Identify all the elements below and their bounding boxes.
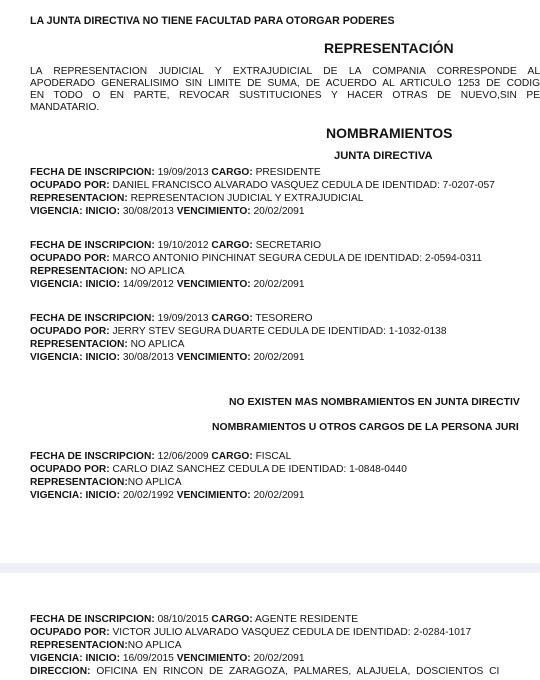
representacion-line [30,339,540,351]
ocupado-label: OCUPADO POR: [30,253,110,264]
direccion-value: OFICINA EN RINCON DE ZARAGOZA, PALMARES, ALAJUELA, DOSCIENTOS CI [96,666,500,677]
fecha-line [30,451,540,463]
ocupado-line [30,326,540,338]
cargo-label: CARGO: [211,167,253,178]
representacion-line: EN TODO O EN PARTE, REVOCAR SUSTITUCIONES Y HACER OTRAS DE NUEVO,SIN PE [30,90,540,101]
cargo-value: FISCAL [255,451,292,462]
representacion-label: REPRESENTACIÓN: [30,477,128,488]
cargo-label: CARGO: [211,451,253,462]
cargo-label: CARGO: [211,313,253,324]
ocupado-value: MARCO ANTONIO PINCHINAT SEGURA CEDULA DE IDENTIDAD: 2-0594-0311 [112,253,482,264]
junta-directiva-subtitle: JUNTA DIRECTIVA [334,150,433,162]
no-more-notice: NO EXISTEN MÁS NOMBRAMIENTOS EN JUNTA DIRECTIV [229,397,520,408]
cargo-label: CARGO: [211,614,253,625]
representacion-line: APODERADO GENERALISIMO SIN LIMITE DE SUMA, DE ACUERDO AL ARTICULO 1253 DE CODIG [30,78,540,89]
inicio-value: 20/02/1992 [122,490,174,501]
ocupado-value: JERRY STEV SEGURA DUARTE CEDULA DE IDENTIDAD: 1-1032-0138 [112,326,447,337]
ocupado-line [30,464,540,476]
representacion-line [30,477,540,489]
fecha-value: 08/10/2015 [157,614,209,625]
cargo-value: SECRETARIO [255,240,322,251]
fecha-value: 19/10/2012 [157,240,209,251]
representacion-value: NO APLICA [127,477,182,488]
fecha-value: 12/06/2009 [157,451,209,462]
inicio-value: 14/09/2012 [122,279,174,290]
inicio-value: 16/09/2015 [122,653,174,664]
vencimiento-value: 20/02/2091 [253,490,305,501]
representacion-line [30,193,540,205]
representacion-label: REPRESENTACIÓN: [30,339,128,350]
fecha-value: 19/09/2013 [157,313,209,324]
representacion-label: REPRESENTACIÓN: [30,266,128,277]
representacion-label: REPRESENTACIÓN: [30,193,128,204]
vencimiento-label: VENCIMIENTO: [176,653,251,664]
ocupado-value: VICTOR JULIO ALVARADO VASQUEZ CEDULA DE IDENTIDAD: 2-0284-1017 [112,627,472,638]
ocupado-line [30,627,540,639]
representacion-line: MANDATARIO. [30,102,100,113]
cargo-value: TESORERO [255,313,313,324]
fecha-label: FECHA DE INSCRIPCIÓN: [30,313,155,324]
fecha-line [30,313,540,325]
vencimiento-value: 20/02/2091 [253,653,305,664]
vencimiento-value: 20/02/2091 [253,206,305,217]
notice-text: LA JUNTA DIRECTIVA NO TIENE FACULTAD PARA OTORGAR PODERES [30,15,395,27]
cargo-label: CARGO: [211,240,253,251]
page-break-divider [0,563,540,573]
cargo-value: AGENTE RESIDENTE [255,614,359,625]
fecha-label: FECHA DE INSCRIPCIÓN: [30,240,155,251]
representacion-line: LA REPRESENTACION JUDICIAL Y EXTRAJUDICIAL DE LA COMPAÑIA CORRESPONDE AL [30,66,540,77]
fecha-label: FECHA DE INSCRIPCIÓN: [30,451,155,462]
fecha-line [30,240,540,252]
vigencia-label: VIGENCIA: INICIO: [30,206,120,217]
vencimiento-label: VENCIMIENTO: [176,490,251,501]
ocupado-label: OCUPADO POR: [30,627,110,638]
vencimiento-value: 20/02/2091 [253,352,305,363]
inicio-value: 30/08/2013 [122,206,174,217]
otros-cargos-title: NOMBRAMIENTOS U OTROS CARGOS DE LA PERSONA JURI [212,422,519,433]
fecha-line [30,614,540,626]
ocupado-line [30,253,540,265]
vigencia-label: VIGENCIA: INICIO: [30,279,120,290]
fecha-label: FECHA DE INSCRIPCIÓN: [30,614,155,625]
fecha-value: 19/09/2013 [157,167,209,178]
inicio-value: 30/08/2013 [122,352,174,363]
ocupado-line [30,180,540,192]
ocupado-label: OCUPADO POR: [30,180,110,191]
vencimiento-label: VENCIMIENTO: [176,352,251,363]
vigencia-label: VIGENCIA: INICIO: [30,490,120,501]
vencimiento-label: VENCIMIENTO: [176,279,251,290]
representacion-line [30,640,540,652]
vigencia-line [30,653,540,665]
vigencia-line [30,352,540,364]
vigencia-line [30,206,540,218]
nombramientos-title: NOMBRAMIENTOS [326,125,453,141]
vigencia-line [30,279,540,291]
vencimiento-label: VENCIMIENTO: [176,206,251,217]
representacion-value: REPRESENTACION JUDICIAL Y EXTRAJUDICIAL [130,193,364,204]
fecha-label: FECHA DE INSCRIPCIÓN: [30,167,155,178]
direccion-line [30,666,540,678]
ocupado-value: CARLO DIAZ SANCHEZ CEDULA DE IDENTIDAD: 1-0848-0440 [112,464,407,475]
representacion-value: NO APLICA [130,266,185,277]
representacion-line [30,266,540,278]
representacion-value: NO APLICA [127,640,182,651]
vigencia-line [30,490,540,502]
fecha-line [30,167,540,179]
ocupado-label: OCUPADO POR: [30,326,110,337]
vigencia-label: VIGENCIA: INICIO: [30,352,120,363]
ocupado-label: OCUPADO POR: [30,464,110,475]
direccion-label: DIRECCIÓN: [30,666,91,677]
representacion-value: NO APLICA [130,339,185,350]
vencimiento-value: 20/02/2091 [253,279,305,290]
vigencia-label: VIGENCIA: INICIO: [30,653,120,664]
cargo-value: PRESIDENTE [255,167,321,178]
representacion-label: REPRESENTACIÓN: [30,640,128,651]
ocupado-value: DANIEL FRANCISCO ALVARADO VASQUEZ CEDULA DE IDENTIDAD: 7-0207-057 [112,180,495,191]
representacion-title: REPRESENTACIÓN [324,40,454,56]
